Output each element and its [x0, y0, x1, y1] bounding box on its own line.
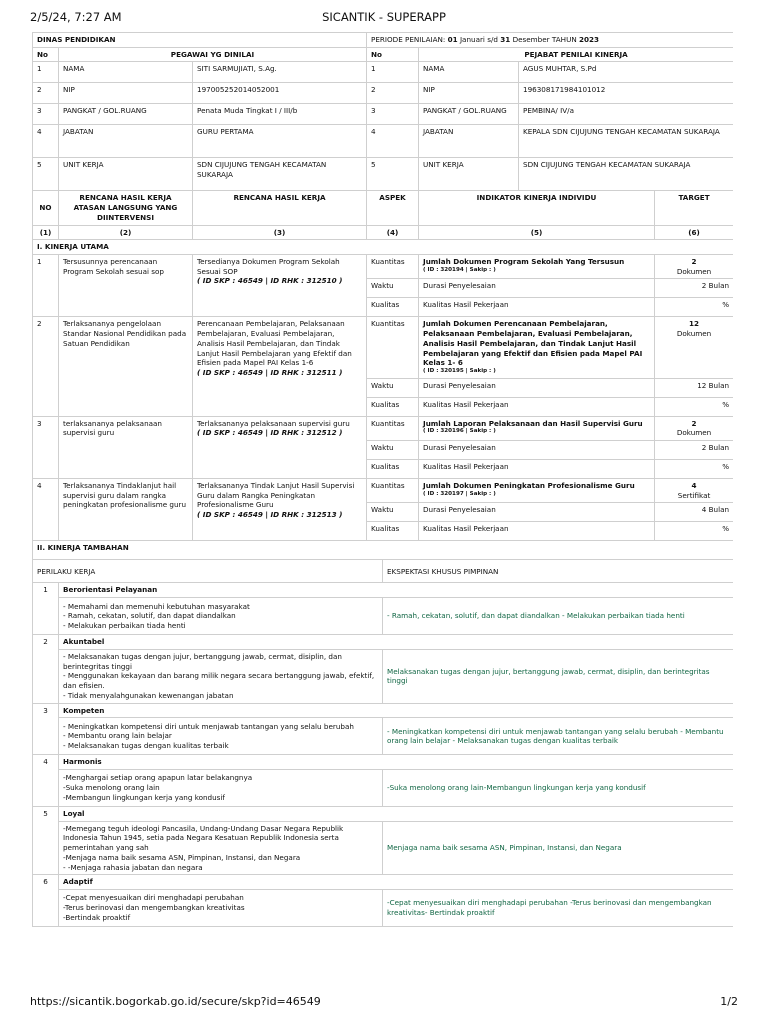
- kinerja-row: [33, 255, 734, 279]
- perilaku-item: - Tidak menyalahgunakan kewenangan jabatan: [63, 690, 234, 700]
- target-waktu: 4 Bulan: [655, 503, 733, 522]
- col-target: TARGET: [655, 191, 733, 225]
- skp-table: [32, 32, 733, 927]
- identity-row: [33, 83, 734, 104]
- perilaku-detail-row: [33, 598, 734, 635]
- perilaku-item: - Meningkatkan kompetensi diri untuk menjawab tantangan yang selalu berubah: [63, 721, 354, 731]
- pejabat-field-label: NAMA: [419, 62, 519, 83]
- perilaku-detail-row: [33, 718, 734, 755]
- perilaku-title-row: [33, 635, 734, 650]
- indikator-waktu: Durasi Penyelesaian: [419, 378, 655, 397]
- perilaku-items: [59, 649, 383, 703]
- aspek-kuantitas: Kuantitas: [367, 317, 419, 378]
- col-num-4: (4): [367, 225, 419, 240]
- kinerja-rencana: [193, 317, 367, 416]
- col-num-2: (2): [59, 225, 193, 240]
- perilaku-item: - Memahami dan memenuhi kebutuhan masyarakat: [63, 601, 250, 611]
- perilaku-ekspektasi: Melaksanakan tugas dengan jujur, bertanggung jawab, cermat, disiplin, dan berintegritas tinggi: [383, 649, 733, 703]
- aspek-kuantitas: Kuantitas: [367, 255, 419, 279]
- pegawai-field-value: SDN CIJUJUNG TENGAH KECAMATAN SUKARAJA: [193, 158, 367, 191]
- ekspektasi-label: EKSPEKTASI KHUSUS PIMPINAN: [383, 560, 733, 583]
- pejabat-no: 3: [367, 104, 419, 125]
- perilaku-no: 6: [33, 875, 59, 927]
- perilaku-title-row: [33, 703, 734, 718]
- print-datetime: 2/5/24, 7:27 AM: [30, 10, 122, 24]
- aspek-waktu: Waktu: [367, 503, 419, 522]
- perilaku-title: Berorientasi Pelayanan: [59, 583, 734, 598]
- section-row: [33, 541, 734, 560]
- kinerja-no: 1: [33, 255, 59, 317]
- kinerja-no: 2: [33, 317, 59, 416]
- target-waktu: 2 Bulan: [655, 441, 733, 460]
- pejabat-field-label: UNIT KERJA: [419, 158, 519, 191]
- target-kuantitas: [655, 416, 733, 440]
- target-waktu: 2 Bulan: [655, 279, 733, 298]
- kinerja-row: [33, 317, 734, 378]
- target-kuantitas: [655, 479, 733, 503]
- kinerja-no: 4: [33, 479, 59, 541]
- perilaku-no: 2: [33, 635, 59, 703]
- column-header-row: [33, 191, 734, 225]
- kinerja-row: [33, 416, 734, 440]
- aspek-kualitas: Kualitas: [367, 298, 419, 317]
- target-kualitas: %: [655, 397, 733, 416]
- perilaku-kerja-label: PERILAKU KERJA: [33, 560, 383, 583]
- perilaku-items: [59, 889, 383, 926]
- identity-row: [33, 125, 734, 158]
- col-num-5: (5): [419, 225, 655, 240]
- perilaku-title-row: [33, 583, 734, 598]
- pejabat-no: 5: [367, 158, 419, 191]
- no-col-right: No: [367, 47, 419, 62]
- perilaku-title-row: [33, 755, 734, 770]
- perilaku-item: - Melakukan perbaikan tiada henti: [63, 621, 186, 631]
- kinerja-id: ( ID SKP : 46549 | ID RHK : 312513 ): [197, 510, 343, 520]
- pegawai-field-label: PANGKAT / GOL.RUANG: [59, 104, 193, 125]
- target-kualitas: %: [655, 522, 733, 541]
- indikator-text: Jumlah Dokumen Program Sekolah Yang Tersusun: [423, 257, 625, 267]
- identity-row: [33, 104, 734, 125]
- aspek-kuantitas: Kuantitas: [367, 416, 419, 440]
- kinerja-rencana-text: Tersedianya Dokumen Program Sekolah Sesuai SOP: [197, 257, 340, 276]
- target-number: 12: [689, 319, 700, 329]
- perilaku-title-row: [33, 875, 734, 890]
- pegawai-no: 4: [33, 125, 59, 158]
- indikator-kuantitas: [419, 479, 655, 503]
- perilaku-items: [59, 718, 383, 755]
- indikator-waktu: Durasi Penyelesaian: [419, 279, 655, 298]
- kinerja-rencana-atasan: terlaksananya pelaksanaan supervisi guru: [59, 416, 193, 478]
- kinerja-utama-label: I. KINERJA UTAMA: [33, 240, 734, 255]
- kinerja-id: ( ID SKP : 46549 | ID RHK : 312510 ): [197, 276, 343, 286]
- perilaku-title-row: [33, 806, 734, 821]
- perilaku-items: [59, 821, 383, 875]
- aspek-kualitas: Kualitas: [367, 397, 419, 416]
- skp-document: [32, 32, 733, 982]
- perilaku-item: -Bertindak proaktif: [63, 912, 131, 922]
- perilaku-title: Harmonis: [59, 755, 734, 770]
- perilaku-items: [59, 598, 383, 635]
- print-page-number: 1/2: [720, 995, 738, 1008]
- perilaku-item: -Suka menolong orang lain: [63, 783, 160, 793]
- print-url: https://sicantik.bogorkab.go.id/secure/skp?id=46549: [30, 995, 321, 1008]
- aspek-kualitas: Kualitas: [367, 460, 419, 479]
- pejabat-field-value: 196308171984101012: [519, 83, 733, 104]
- pejabat-penilai-label: PEJABAT PENILAI KINERJA: [419, 47, 733, 62]
- col-aspek: ASPEK: [367, 191, 419, 225]
- indikator-kualitas: Kualitas Hasil Pekerjaan: [419, 522, 655, 541]
- col-rencana: RENCANA HASIL KERJA: [193, 191, 367, 225]
- perilaku-item: - Ramah, cekatan, solutif, dan dapat diandalkan: [63, 611, 236, 621]
- perilaku-item: - Melaksanakan tugas dengan kualitas terbaik: [63, 741, 229, 751]
- kinerja-rencana-text: Perencanaan Pembelajaran, Pelaksanaan Pembelajaran, Evaluasi Pembelajaran, Analisis Hasil Pembelajaran, dan Tindak Lanjut Hasil Pembelajaran yang Efektif dan Efisien pada Mapel PAI Kelas 1-6: [197, 319, 352, 368]
- identity-row: [33, 62, 734, 83]
- indikator-kualitas: Kualitas Hasil Pekerjaan: [419, 460, 655, 479]
- perilaku-items: [59, 769, 383, 806]
- pegawai-yg-dinilai-label: PEGAWAI YG DINILAI: [59, 47, 367, 62]
- perilaku-item: - Menggunakan kekayaan dan barang milik negara secara bertanggung jawab, efektif, dan efisien.: [63, 671, 375, 691]
- indikator-text: Jumlah Dokumen Perencanaan Pembelajaran, Pelaksanaan Pembelajaran, Evaluasi Pembelajaran, Analisis Hasil Pembelajaran, dan Tindak Lanjut Hasil Pembelajaran yang Efektif dan Efisien pada Mapel PAI Kelas 1- 6: [423, 319, 643, 368]
- pegawai-no: 5: [33, 158, 59, 191]
- column-number-row: [33, 225, 734, 240]
- perilaku-title: Adaptif: [59, 875, 734, 890]
- print-footer: [30, 995, 738, 1011]
- pegawai-field-value: SITI SARMUJIATI, S.Ag.: [193, 62, 367, 83]
- pejabat-field-value: KEPALA SDN CIJUJUNG TENGAH KECAMATAN SUKARAJA: [519, 125, 733, 158]
- dinas-label: DINAS PENDIDIKAN: [33, 33, 367, 48]
- pegawai-field-label: JABATAN: [59, 125, 193, 158]
- pegawai-field-value: GURU PERTAMA: [193, 125, 367, 158]
- pegawai-field-label: NIP: [59, 83, 193, 104]
- indikator-kualitas: Kualitas Hasil Pekerjaan: [419, 298, 655, 317]
- target-kualitas: %: [655, 460, 733, 479]
- col-num-6: (6): [655, 225, 733, 240]
- kinerja-tambahan-label: II. KINERJA TAMBAHAN: [33, 541, 734, 560]
- kinerja-row: [33, 479, 734, 503]
- target-kualitas: %: [655, 298, 733, 317]
- perilaku-item: -Menjaga nama baik sesama ASN, Pimpinan, Instansi, dan Negara: [63, 852, 301, 862]
- pegawai-no: 2: [33, 83, 59, 104]
- target-unit: Sertifikat: [677, 490, 711, 500]
- pejabat-field-label: NIP: [419, 83, 519, 104]
- perilaku-item: -Cepat menyesuaikan diri menghadapi perubahan: [63, 893, 244, 903]
- indikator-id: ( ID : 320194 | Sakip : ): [423, 266, 496, 273]
- target-kuantitas: [655, 317, 733, 378]
- perilaku-ekspektasi: -Suka menolong orang lain-Membangun lingkungan kerja yang kondusif: [383, 769, 733, 806]
- perilaku-detail-row: [33, 821, 734, 875]
- aspek-waktu: Waktu: [367, 441, 419, 460]
- perilaku-ekspektasi: - Ramah, cekatan, solutif, dan dapat diandalkan - Melakukan perbaikan tiada henti: [383, 598, 733, 635]
- pegawai-field-value: 197005252014052001: [193, 83, 367, 104]
- target-kuantitas: [655, 255, 733, 279]
- col-rencana-atasan: RENCANA HASIL KERJA ATASAN LANGSUNG YANG DIINTERVENSI: [59, 191, 193, 225]
- perilaku-title: Akuntabel: [59, 635, 734, 650]
- kinerja-no: 3: [33, 416, 59, 478]
- indikator-waktu: Durasi Penyelesaian: [419, 503, 655, 522]
- perilaku-item: -Memegang teguh ideologi Pancasila, Undang-Undang Dasar Negara Republik Indonesia Tahun 1945, setia pada Negara Kesatuan Republik Indonesia serta pemerintahan yang sah: [63, 823, 344, 853]
- kinerja-rencana-atasan: Terlaksananya pengelolaan Standar Nasional Pendidikan pada Satuan Pendidikan: [59, 317, 193, 416]
- pejabat-no: 1: [367, 62, 419, 83]
- pejabat-field-value: PEMBINA/ IV/a: [519, 104, 733, 125]
- pegawai-field-value: Penata Muda Tingkat I / III/b: [193, 104, 367, 125]
- print-header: [30, 10, 738, 26]
- perilaku-no: 4: [33, 755, 59, 807]
- target-unit: Dokumen: [676, 329, 712, 339]
- perilaku-item: - Membantu orang lain belajar: [63, 731, 172, 741]
- pejabat-field-label: PANGKAT / GOL.RUANG: [419, 104, 519, 125]
- perilaku-item: -Membangun lingkungan kerja yang kondusif: [63, 792, 225, 802]
- aspek-waktu: Waktu: [367, 378, 419, 397]
- periode-penilaian: PERIODE PENILAIAN: 01 Januari s/d 31 Desember TAHUN 2023: [367, 33, 733, 48]
- pejabat-field-value: AGUS MUHTAR, S.Pd: [519, 62, 733, 83]
- no-col-left: No: [33, 47, 59, 62]
- perilaku-detail-row: [33, 649, 734, 703]
- kinerja-rencana-atasan: Terlaksananya Tindaklanjut hail supervisi guru dalam rangka peningkatan profesionalisme guru: [59, 479, 193, 541]
- perilaku-item: -Terus berinovasi dan mengembangkan kreativitas: [63, 903, 245, 913]
- kinerja-id: ( ID SKP : 46549 | ID RHK : 312512 ): [197, 428, 343, 438]
- target-unit: Dokumen: [676, 428, 712, 438]
- indikator-kuantitas: [419, 255, 655, 279]
- indikator-waktu: Durasi Penyelesaian: [419, 441, 655, 460]
- kinerja-rencana: [193, 255, 367, 317]
- pejabat-no: 2: [367, 83, 419, 104]
- perilaku-no: 3: [33, 703, 59, 755]
- kinerja-rencana-atasan: Tersusunnya perencanaan Program Sekolah sesuai sop: [59, 255, 193, 317]
- kinerja-rencana-text: Terlaksananya Tindak Lanjut Hasil Supervisi Guru dalam Rangka Peningkatan Profesionalisme Guru: [197, 481, 355, 510]
- identity-row: [33, 158, 734, 191]
- indikator-text: Jumlah Laporan Pelaksanaan dan Hasil Supervisi Guru: [423, 418, 643, 428]
- indikator-kuantitas: [419, 416, 655, 440]
- perilaku-item: - -Menjaga rahasia jabatan dan negara: [63, 862, 203, 872]
- indikator-text: Jumlah Dokumen Peningkatan Profesionalisme Guru: [423, 481, 635, 491]
- perilaku-title: Kompeten: [59, 703, 734, 718]
- kinerja-id: ( ID SKP : 46549 | ID RHK : 312511 ): [197, 368, 343, 378]
- perilaku-detail-row: [33, 889, 734, 926]
- perilaku-title: Loyal: [59, 806, 734, 821]
- col-no: NO: [33, 191, 59, 225]
- perilaku-item: -Menghargai setiap orang apapun latar belakangnya: [63, 773, 253, 783]
- col-num-1: (1): [33, 225, 59, 240]
- perilaku-item: - Melaksanakan tugas dengan jujur, bertanggung jawab, cermat, disiplin, dan berintegritas tinggi: [63, 651, 342, 671]
- pegawai-field-label: NAMA: [59, 62, 193, 83]
- target-number: 2: [691, 257, 697, 267]
- aspek-waktu: Waktu: [367, 279, 419, 298]
- target-number: 2: [691, 418, 697, 428]
- kinerja-rencana: [193, 416, 367, 478]
- section-row: [33, 240, 734, 255]
- perilaku-ekspektasi: -Cepat menyesuaikan diri menghadapi perubahan -Terus berinovasi dan mengembangkan kreativitas- Bertindak proaktif: [383, 889, 733, 926]
- pegawai-field-label: UNIT KERJA: [59, 158, 193, 191]
- perilaku-header-row: [33, 560, 734, 583]
- target-unit: Dokumen: [676, 266, 712, 276]
- indikator-kuantitas: [419, 317, 655, 378]
- print-page-title: SICANTIK - SUPERAPP: [322, 10, 446, 24]
- pejabat-no: 4: [367, 125, 419, 158]
- perilaku-ekspektasi: - Meningkatkan kompetensi diri untuk menjawab tantangan yang selalu berubah - Membantu orang lain belajar - Melaksanakan tugas dengan kualitas terbaik: [383, 718, 733, 755]
- col-indikator: INDIKATOR KINERJA INDIVIDU: [419, 191, 655, 225]
- perilaku-detail-row: [33, 769, 734, 806]
- aspek-kuantitas: Kuantitas: [367, 479, 419, 503]
- indikator-kualitas: Kualitas Hasil Pekerjaan: [419, 397, 655, 416]
- perilaku-no: 1: [33, 583, 59, 635]
- indikator-id: ( ID : 320197 | Sakip : ): [423, 490, 496, 497]
- target-waktu: 12 Bulan: [655, 378, 733, 397]
- pejabat-field-value: SDN CIJUJUNG TENGAH KECAMATAN SUKARAJA: [519, 158, 733, 191]
- perilaku-no: 5: [33, 806, 59, 874]
- pejabat-field-label: JABATAN: [419, 125, 519, 158]
- aspek-kualitas: Kualitas: [367, 522, 419, 541]
- indikator-id: ( ID : 320195 | Sakip : ): [423, 368, 496, 375]
- kinerja-rencana: [193, 479, 367, 541]
- indikator-id: ( ID : 320196 | Sakip : ): [423, 428, 496, 435]
- perilaku-ekspektasi: Menjaga nama baik sesama ASN, Pimpinan, Instansi, dan Negara: [383, 821, 733, 875]
- target-number: 4: [691, 481, 697, 491]
- col-num-3: (3): [193, 225, 367, 240]
- pegawai-no: 1: [33, 62, 59, 83]
- kinerja-rencana-text: Terlaksananya pelaksanaan supervisi guru: [197, 418, 350, 428]
- pegawai-no: 3: [33, 104, 59, 125]
